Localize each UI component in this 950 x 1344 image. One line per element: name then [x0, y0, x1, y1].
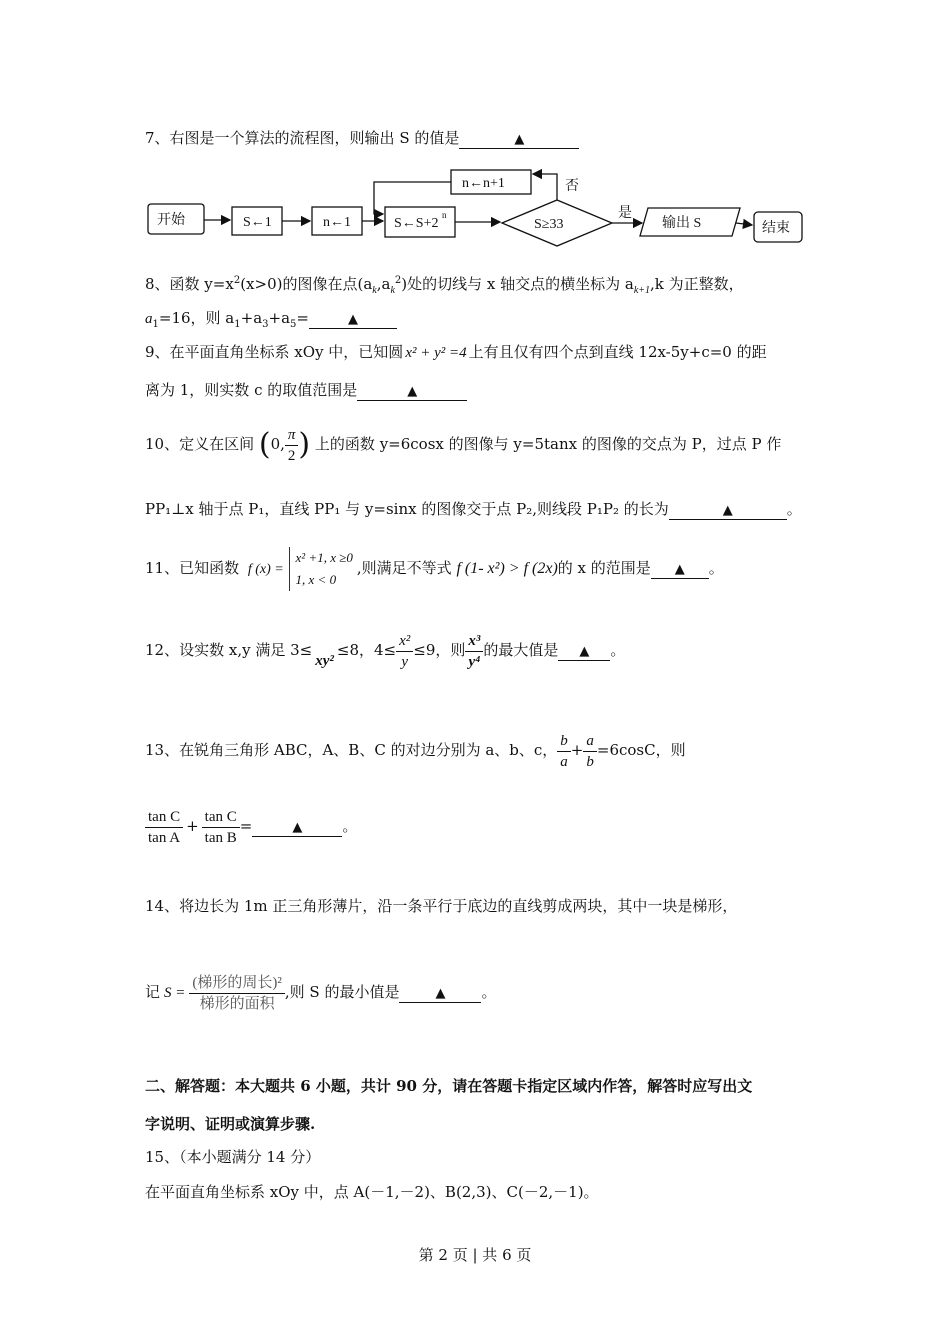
- triangle-icon: ▲: [579, 644, 590, 659]
- s-update-label: S←S+2: [394, 216, 439, 231]
- q12-text-a: 12、设实数 x,y 满足 3≤: [145, 641, 313, 659]
- q8-text-g: +a: [240, 309, 263, 327]
- n-update-label: n←n+1: [462, 176, 505, 191]
- q12-frac-1: xy²: [315, 653, 334, 669]
- q9-answer-blank[interactable]: [357, 382, 467, 401]
- q9-circle-equation: x² + y² =4: [405, 345, 467, 361]
- q13-line2: $\frac{\text{tan C}}{\text{tan A}}$ + $\frac{\text{tan C}}{\text{tan B}}$ = ▲ 。: [145, 804, 357, 848]
- q10-text-c: PP₁⊥x 轴于点 P₁，直线 PP₁ 与 y=sinx 的图像交于点 P₂,则线段 P₁P₂ 的长为: [145, 500, 669, 518]
- section2-heading-line2: 字说明、证明或演算步骤.: [145, 1115, 316, 1133]
- no-label: 否: [565, 179, 579, 194]
- q10-line2: PP₁⊥x 轴于点 P₁，直线 PP₁ 与 y=sinx 的图像交于点 P₂,则线段 P₁P₂ 的长为 ▲ 。: [145, 500, 802, 518]
- q8-text-b: (x>0)的图像在点(a: [240, 275, 373, 293]
- q8-text-f: =16，则 a: [158, 309, 235, 327]
- q13-frac-tanC-tanB: $\frac{\text{tan C}}{\text{tan B}}$: [202, 807, 240, 848]
- output-label: 输出 S: [662, 216, 702, 231]
- q14-fraction: $\frac{\text{(梯形的周长)²}}{\text{梯形的面积}}$: [189, 973, 285, 1014]
- q15-body: 在平面直角坐标系 xOy 中，点 A(－1,－2)、B(2,3)、C(－2,－1)。: [145, 1183, 599, 1201]
- yes-label: 是: [618, 206, 632, 221]
- q13-text-a: 13、在锐角三角形 ABC，A、B、C 的对边分别为 a、b、c，: [145, 741, 558, 759]
- q12-text-d: 的最大值是: [483, 641, 559, 659]
- q9-line1: [145, 342, 767, 363]
- q10-text-a: 10、定义在区间: [145, 435, 255, 453]
- q7-line: [145, 128, 579, 149]
- q8-text-h: +a: [268, 309, 291, 327]
- q9-text-a: 9、在平面直角坐标系 xOy 中，已知圆: [145, 343, 404, 361]
- q12-frac-2: $\frac{\text{x²}}{y}$: [396, 631, 413, 672]
- triangle-icon: ▲: [292, 820, 303, 835]
- triangle-icon: ▲: [514, 132, 525, 147]
- q12-text-b: ≤8，4≤: [336, 641, 397, 659]
- q14-text-a: 14、将边长为 1m 正三角形薄片，沿一条平行于底边的直线剪成两块，其中一块是梯形，: [145, 897, 738, 915]
- page-footer: 第 2 页 | 共 6 页: [418, 1246, 532, 1264]
- s-init-label: S←1: [243, 215, 272, 230]
- triangle-icon: ▲: [674, 562, 685, 577]
- q12-answer-blank[interactable]: [558, 642, 610, 661]
- q11-answer-blank[interactable]: [651, 560, 709, 579]
- q10-interval-left: 0,: [270, 435, 285, 453]
- q8-line2: $a_1=16$，则 $a_1+a_3+a_5=$ ▲: [145, 308, 397, 335]
- end-label: 结束: [762, 221, 790, 236]
- start-label: 开始: [157, 213, 185, 228]
- q11-inequality: f (1- x²) > f (2x): [456, 560, 558, 577]
- q10-text-b: 上的函数 y=6cosx 的图像与 y=5tanx 的图像的交点为 P，过点 P 作: [314, 435, 782, 453]
- q9-text-b: 上有且仅有四个点到直线 12x-5y+c=0 的距: [468, 343, 767, 361]
- triangle-icon: ▲: [722, 503, 733, 518]
- q8-text-d: )处的切线与 x 轴交点的横坐标为 a: [401, 275, 634, 293]
- q14-s-eq: S =: [164, 985, 186, 1001]
- n-init-label: n←1: [323, 215, 351, 230]
- q14-text-b: ,则 S 的最小值是: [284, 983, 400, 1001]
- s-update-exponent: n: [442, 210, 447, 220]
- q11-text-c: 的 x 的范围是: [557, 559, 651, 577]
- q8-line1: 8、函数 $y=x^2(x>0)$的图像在点$(a_k,a_k^2)$处的切线与 x 轴交点的横坐标为 $a_{k+1},k$ 为正整数，: [145, 275, 744, 296]
- q14-line1: [145, 896, 737, 916]
- q11-piecewise: x² +1, x ≥0 1, x < 0: [289, 547, 353, 591]
- q7-text: 7、右图是一个算法的流程图，则输出 S 的值是: [145, 129, 460, 147]
- q12-frac-3: $\frac{\text{x³}}{\text{y⁴}}$: [465, 631, 483, 672]
- q13-line1: 13、在锐角三角形 ABC，A、B、C 的对边分别为 a、b、c， $\frac{b}{a}$ + $\frac{a}{b}$ =6cosC，则: [145, 732, 686, 770]
- triangle-icon: ▲: [435, 986, 446, 1001]
- q9-line2: [145, 380, 467, 401]
- q11-fx: f (x) =: [247, 562, 284, 577]
- q11-line: 11、已知函数 f (x) = x² +1, x ≥0 1, x < 0 ,则满足不等式 f (1- x²) > f (2x)的 x 的范围是 ▲ 。: [145, 544, 724, 594]
- q11-text-a: 11、已知函数: [145, 559, 240, 577]
- q8-text-c: ,a: [376, 275, 391, 293]
- q8-text-a: 8、函数 y=x: [145, 275, 234, 293]
- q8-text-i: =: [296, 309, 309, 327]
- q8-answer-blank[interactable]: [309, 310, 397, 329]
- q10-line1: 10、定义在区间 (0, $\frac{\pi}{2}$ ) 上的函数 y=6cosx 的图像与 y=5tanx 的图像的交点为 P，过点 P 作: [145, 426, 782, 464]
- algorithm-flowchart: [140, 162, 820, 256]
- q12-text-c: ≤9，则: [413, 641, 466, 659]
- q8-a: a: [145, 311, 153, 327]
- q15-header: 15、（本小题满分 14 分）: [145, 1148, 321, 1166]
- q13-text-eq: =6cosC，则: [596, 741, 686, 759]
- q11-text-b: ,则满足不等式: [356, 559, 452, 577]
- q9-text-c: 离为 1，则实数 c 的取值范围是: [145, 381, 358, 399]
- q13-frac-tanC-tanA: $\frac{\text{tan C}}{\text{tan A}}$: [145, 807, 183, 848]
- q14-line2: 记 S = $\frac{\text{(梯形的周长)²}}{\text{梯形的面积}}$ ,则 S 的最小值是 ▲ 。: [145, 974, 497, 1012]
- q12-line: 12、设实数 x,y 满足 3≤ xy² ≤8，4≤ $\frac{\text{x²}}{y}$ ≤9，则 $\frac{\text{x³}}{\text{y⁴}}$ 的最大值是 ▲ 。: [145, 632, 626, 670]
- q13-answer-blank[interactable]: [252, 818, 342, 837]
- q14-answer-blank[interactable]: [399, 984, 481, 1003]
- q10-pi-over-2: $\frac{\pi}{2}$: [285, 425, 299, 466]
- section2-heading-line1: 二、解答题：本大题共 6 小题，共计 90 分，请在答题卡指定区域内作答，解答时应写出文: [145, 1077, 753, 1095]
- q10-answer-blank[interactable]: [669, 501, 787, 520]
- q13-frac-b-over-a: $\frac{b}{a}$: [557, 731, 571, 772]
- q7-answer-blank[interactable]: [459, 130, 579, 149]
- q13-frac-a-over-b: $\frac{a}{b}$: [583, 731, 597, 772]
- condition-label: S≥33: [534, 217, 564, 232]
- triangle-icon: ▲: [407, 384, 418, 399]
- triangle-icon: ▲: [347, 312, 358, 327]
- q8-text-e: ,k 为正整数，: [650, 275, 744, 293]
